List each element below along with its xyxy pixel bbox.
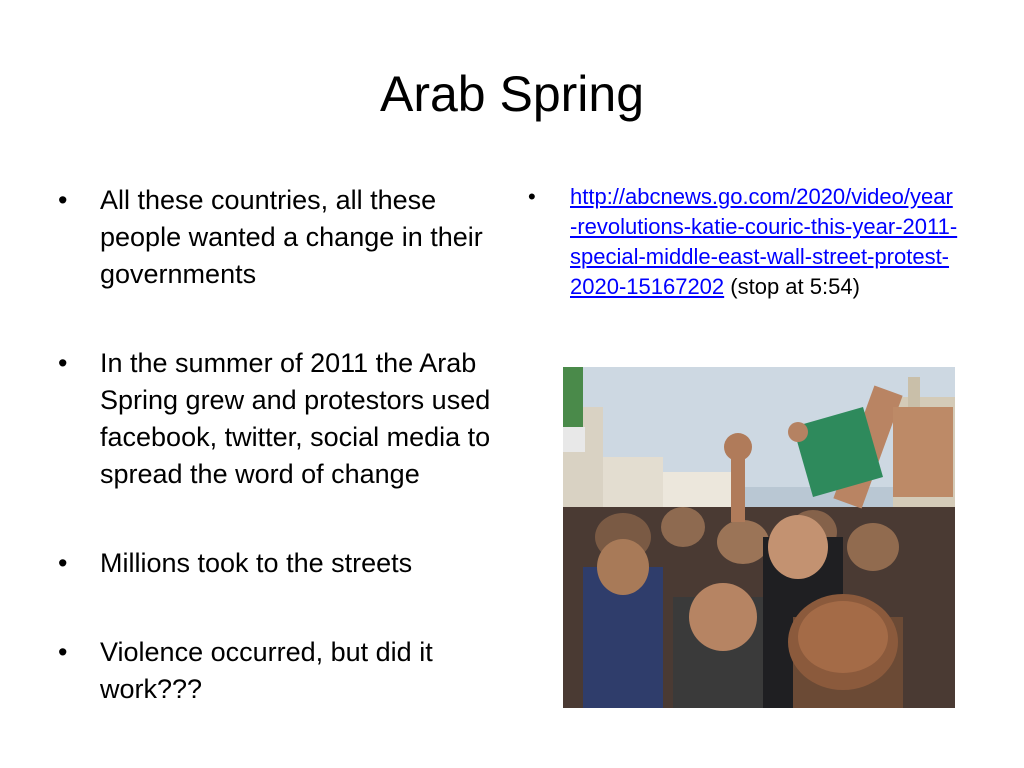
bullet-marker: • [58,185,68,215]
right-bullet-list [528,182,960,302]
bullet-item [528,182,960,302]
bullet-text: Millions took to the streets [100,548,413,578]
bullet-marker: • [58,637,68,667]
bullet-text: All these countries, all these people wanted a change in their governments [100,185,483,289]
bullet-item [58,182,498,293]
bullet-item [58,345,498,493]
bullet-marker: • [58,548,68,578]
bullet-text [570,184,957,299]
bullet-text: In the summer of 2011 the Arab Spring grew and protestors used facebook, twitter, social media to spread the word of change [100,348,491,489]
bullet-marker: • [58,348,68,378]
bullet-text: Violence occurred, but did it work??? [100,637,433,704]
video-link[interactable]: http://abcnews.go.com/2020/video/year-revolutions-katie-couric-this-year-2011-special-middle-east-wall-street-protest-2020-15167202 [570,184,958,299]
protest-photo [563,367,955,708]
bullet-marker: • [528,184,536,209]
bullet-item [58,634,498,708]
left-bullet-list [58,182,498,760]
link-suffix: (stop at 5:54) [724,274,860,299]
protest-photo-illustration [563,367,955,708]
bullet-item [58,545,498,582]
slide-title: Arab Spring [379,66,645,122]
